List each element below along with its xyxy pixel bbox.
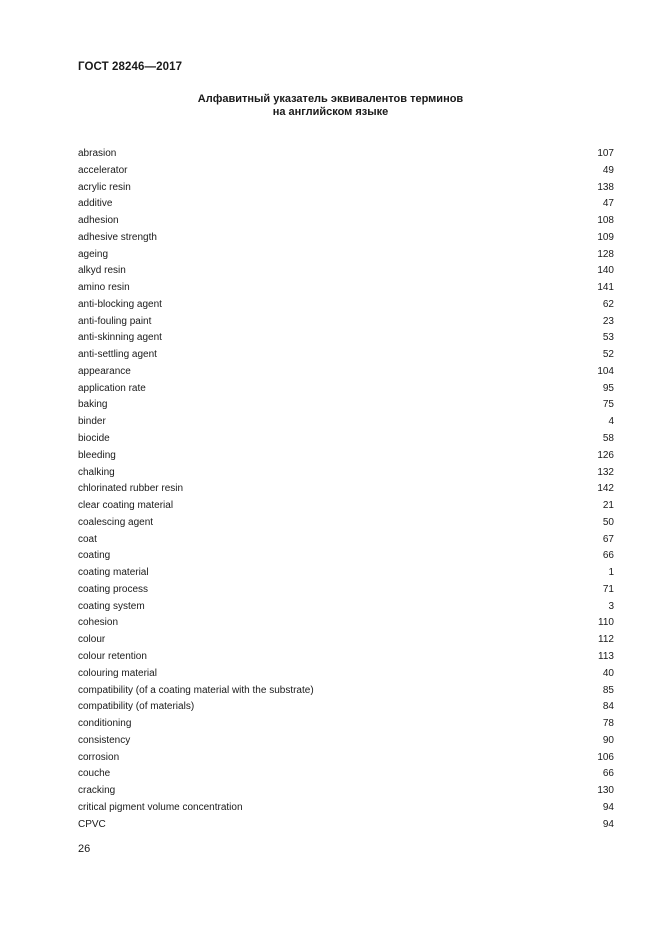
index-term: clear coating material bbox=[78, 500, 174, 512]
index-term-number: 53 bbox=[602, 332, 614, 344]
index-entry bbox=[78, 498, 614, 515]
index-term: corrosion bbox=[78, 751, 120, 763]
index-term: couche bbox=[78, 768, 111, 780]
index-term: compatibility (of materials) bbox=[78, 701, 195, 713]
index-term: coating bbox=[78, 550, 111, 562]
index-term: ageing bbox=[78, 248, 109, 260]
index-term-number: 140 bbox=[597, 265, 614, 277]
index-term-number: 109 bbox=[597, 231, 614, 243]
index-entry bbox=[78, 347, 614, 364]
index-entry bbox=[78, 515, 614, 532]
index-entry bbox=[78, 213, 614, 230]
index-term: compatibility (of a coating material with the substrate) bbox=[78, 684, 314, 696]
index-entry bbox=[78, 632, 614, 649]
index-term-number: 107 bbox=[597, 148, 614, 159]
index-entry bbox=[78, 314, 614, 331]
index-term-number: 94 bbox=[602, 801, 614, 813]
index-entry bbox=[78, 582, 614, 599]
index-term: consistency bbox=[78, 734, 131, 746]
index-term: colour retention bbox=[78, 650, 147, 662]
index-entry bbox=[78, 397, 614, 414]
index-entry bbox=[78, 532, 614, 549]
index-entry bbox=[78, 381, 614, 398]
index-title-line-2: на английском языке bbox=[272, 106, 389, 118]
index-term: coating system bbox=[78, 600, 145, 612]
index-term-number: 108 bbox=[597, 215, 614, 227]
index-term: coating material bbox=[78, 567, 149, 579]
index-term: additive bbox=[78, 198, 113, 210]
index-term-number: 110 bbox=[598, 617, 614, 629]
index-term-number: 66 bbox=[602, 768, 614, 780]
index-term-number: 94 bbox=[602, 818, 614, 830]
index-term: cohesion bbox=[78, 617, 119, 629]
index-entry bbox=[78, 766, 614, 783]
index-term: conditioning bbox=[78, 718, 132, 730]
index-term: coalescing agent bbox=[78, 516, 154, 528]
index-entry bbox=[78, 230, 614, 247]
index-term: appearance bbox=[78, 365, 131, 377]
index-term: abrasion bbox=[78, 148, 117, 159]
index-term-number: 4 bbox=[608, 416, 614, 428]
index-term-number: 52 bbox=[602, 349, 614, 361]
index-term: amino resin bbox=[78, 282, 130, 294]
index-term-number: 66 bbox=[602, 550, 614, 562]
index-term: coating process bbox=[78, 583, 149, 595]
index-term-number: 71 bbox=[602, 583, 614, 595]
index-term: anti-settling agent bbox=[78, 349, 157, 361]
index-entry bbox=[78, 750, 614, 767]
index-title-line-1: Алфавитный указатель эквивалентов терминов bbox=[197, 93, 464, 105]
index-term-number: 106 bbox=[597, 751, 614, 763]
index-entry bbox=[78, 733, 614, 750]
index-term: cracking bbox=[78, 785, 116, 797]
index-term-number: 90 bbox=[602, 734, 614, 746]
index-term: biocide bbox=[78, 433, 110, 445]
index-entry bbox=[78, 414, 614, 431]
index-term: anti-blocking agent bbox=[78, 298, 162, 310]
index-term: alkyd resin bbox=[78, 265, 126, 277]
index-entry bbox=[78, 683, 614, 700]
index-entry bbox=[78, 330, 614, 347]
index-term: chalking bbox=[78, 466, 115, 478]
index-entry bbox=[78, 548, 614, 565]
index-term: bleeding bbox=[78, 449, 116, 461]
index-term-number: 21 bbox=[602, 500, 614, 512]
index-entry bbox=[78, 649, 614, 666]
index-entry bbox=[78, 364, 614, 381]
index-term: adhesive strength bbox=[78, 231, 157, 243]
index-term-number: 138 bbox=[597, 181, 614, 193]
index-term-number: 113 bbox=[598, 650, 614, 662]
index-term: baking bbox=[78, 399, 108, 411]
index-term-number: 142 bbox=[597, 483, 614, 495]
index-term: anti-skinning agent bbox=[78, 332, 162, 344]
index-term-number: 84 bbox=[602, 701, 614, 713]
index-term: colouring material bbox=[78, 667, 157, 679]
index-term-number: 95 bbox=[602, 382, 614, 394]
index-term-number: 104 bbox=[597, 365, 614, 377]
index-term-number: 67 bbox=[602, 533, 614, 545]
index-term-number: 58 bbox=[602, 433, 614, 445]
term-index-list bbox=[78, 146, 614, 833]
page-number: 26 bbox=[78, 843, 91, 855]
index-entry bbox=[78, 565, 614, 582]
index-term-number: 1 bbox=[608, 567, 614, 579]
index-term-number: 132 bbox=[597, 466, 614, 478]
index-entry bbox=[78, 599, 614, 616]
index-entry bbox=[78, 263, 614, 280]
index-title bbox=[0, 93, 661, 119]
index-term: application rate bbox=[78, 382, 146, 394]
index-term: colour bbox=[78, 634, 106, 646]
index-entry bbox=[78, 699, 614, 716]
index-entry bbox=[78, 716, 614, 733]
index-term: acrylic resin bbox=[78, 181, 131, 193]
index-term-number: 141 bbox=[597, 282, 614, 294]
index-term-number: 75 bbox=[602, 399, 614, 411]
index-entry bbox=[78, 280, 614, 297]
index-term: binder bbox=[78, 416, 106, 428]
index-entry bbox=[78, 615, 614, 632]
index-term-number: 47 bbox=[602, 198, 614, 210]
index-entry bbox=[78, 448, 614, 465]
index-term-number: 40 bbox=[602, 667, 614, 679]
index-entry bbox=[78, 783, 614, 800]
index-entry bbox=[78, 431, 614, 448]
index-term-number: 128 bbox=[597, 248, 614, 260]
index-term-number: 3 bbox=[608, 600, 614, 612]
index-term-number: 130 bbox=[597, 785, 614, 797]
index-term-number: 49 bbox=[602, 164, 614, 176]
index-term: chlorinated rubber resin bbox=[78, 483, 184, 495]
index-term: coat bbox=[78, 533, 97, 545]
index-entry bbox=[78, 196, 614, 213]
index-term: adhesion bbox=[78, 215, 119, 227]
index-term-number: 85 bbox=[602, 684, 614, 696]
index-term-number: 112 bbox=[598, 634, 614, 646]
index-entry bbox=[78, 666, 614, 683]
index-entry bbox=[78, 297, 614, 314]
index-term-number: 126 bbox=[597, 449, 614, 461]
document-header: ГОСТ 28246—2017 bbox=[78, 61, 183, 73]
index-term: critical pigment volume concentration bbox=[78, 801, 243, 813]
index-entry bbox=[78, 465, 614, 482]
index-term: anti-fouling paint bbox=[78, 315, 152, 327]
index-term-number: 62 bbox=[602, 298, 614, 310]
index-term: accelerator bbox=[78, 164, 128, 176]
index-entry bbox=[78, 146, 614, 163]
index-entry bbox=[78, 817, 614, 834]
index-entry bbox=[78, 247, 614, 264]
index-term-number: 78 bbox=[602, 718, 614, 730]
index-entry bbox=[78, 800, 614, 817]
index-entry bbox=[78, 481, 614, 498]
index-entry bbox=[78, 163, 614, 180]
index-term-number: 23 bbox=[602, 315, 614, 327]
index-entry bbox=[78, 180, 614, 197]
index-term: CPVC bbox=[78, 818, 106, 830]
index-term-number: 50 bbox=[602, 516, 614, 528]
